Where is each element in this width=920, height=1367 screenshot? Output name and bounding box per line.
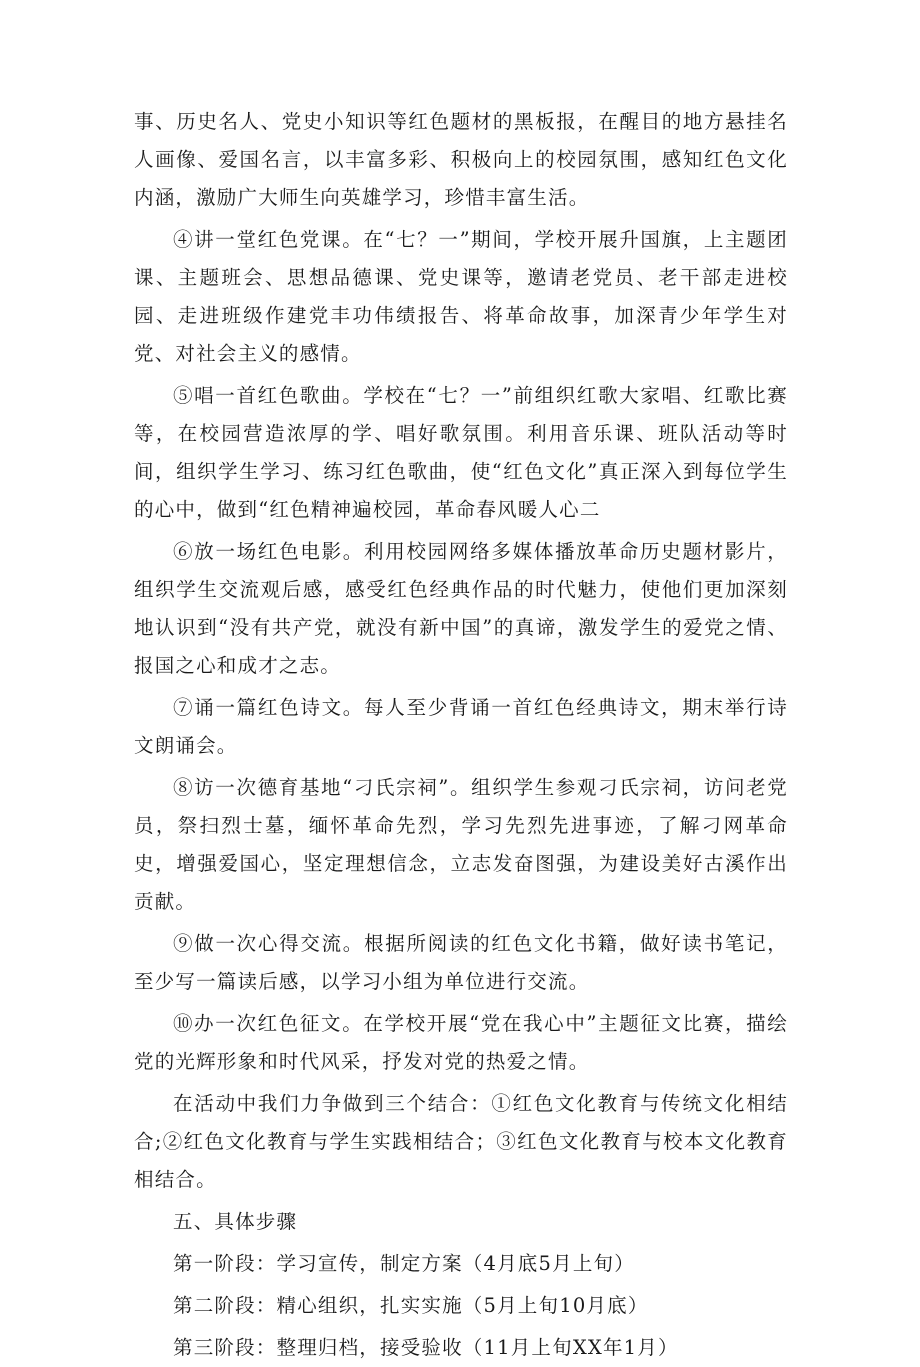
paragraph-stage-one: 第一阶段：学习宣传，制定方案（4月底5月上旬）	[173, 1252, 635, 1275]
document-body	[134, 103, 788, 1367]
paragraph-essay-contest: ⑩办一次红色征文。在学校开展“党在我心中”主题征文比赛，描绘党的光辉形象和时代风采，抒发对党的热爱之情。	[134, 1012, 788, 1073]
section-heading-steps: 五、具体步骤	[173, 1210, 298, 1233]
paragraph-base-visit: ⑧访一次德育基地“刁氏宗祠”。组织学生参观刁氏宗祠，访问老党员，祭扫烈士墓，缅怀革命先烈，学习先烈先进事迹，了解刁网革命史，增强爱国心，坚定理想信念，立志发奋图强，为建设美好古溪作出贡献。	[134, 776, 788, 913]
paragraph-stage-two: 第二阶段：精心组织，扎实实施（5月上旬10月底）	[173, 1294, 649, 1317]
paragraph-experience-exchange: ⑨做一次心得交流。根据所阅读的红色文化书籍，做好读书笔记，至少写一篇读后感，以学习小组为单位进行交流。	[134, 932, 788, 993]
paragraph-red-movie: ⑥放一场红色电影。利用校园网络多媒体播放革命历史题材影片，组织学生交流观后感，感受红色经典作品的时代魅力，使他们更加深刻地认识到“没有共产党，就没有新中国”的真谛，激发学生的爱党之情、报国之心和成才之志。	[134, 540, 788, 677]
paragraph-red-song: ⑤唱一首红色歌曲。学校在“七？一”前组织红歌大家唱、红歌比赛等，在校园营造浓厚的学、唱好歌氛围。利用音乐课、班队活动等时间，组织学生学习、练习红色歌曲，使“红色文化”真正深入到每位学生的心中，做到“红色精神遍校园，革命春风暖人心二	[134, 384, 788, 521]
paragraph-blackboard: 事、历史名人、党史小知识等红色题材的黑板报，在醒目的地方悬挂名人画像、爱国名言，以丰富多彩、积极向上的校园氛围，感知红色文化内涵，激励广大师生向英雄学习，珍惜丰富生活。	[134, 110, 788, 209]
paragraph-stage-three: 第三阶段：整理归档，接受验收（11月上旬XX年1月）	[173, 1336, 679, 1359]
paragraph-party-lesson: ④讲一堂红色党课。在“七？一”期间，学校开展升国旗，上主题团课、主题班会、思想品德课、党史课等，邀请老党员、老干部走进校园、走进班级作建党丰功伟绩报告、将革命故事，加深青少年学生对党、对社会主义的感情。	[134, 228, 788, 365]
paragraph-three-combinations: 在活动中我们力争做到三个结合：①红色文化教育与传统文化相结合;②红色文化教育与学生实践相结合；③红色文化教育与校本文化教育相结合。	[134, 1092, 788, 1191]
paragraph-red-poem: ⑦诵一篇红色诗文。每人至少背诵一首红色经典诗文，期末举行诗文朗诵会。	[134, 696, 788, 757]
